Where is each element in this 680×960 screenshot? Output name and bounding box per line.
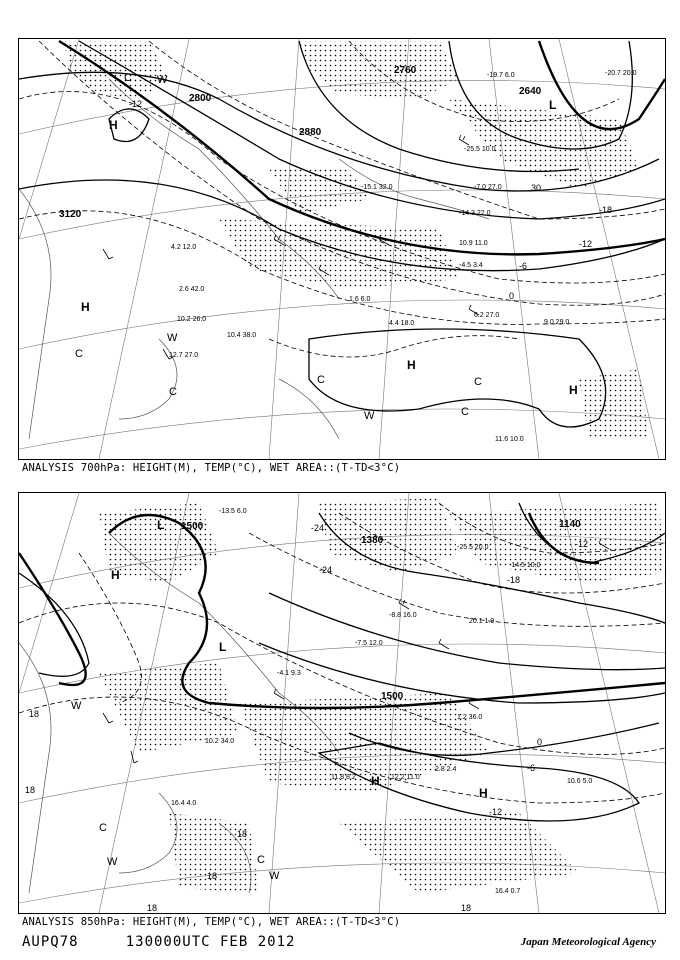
warm-center-mark: C <box>474 376 482 388</box>
height-label: 1380 <box>361 535 384 546</box>
low-pressure-mark: L <box>219 640 227 654</box>
station-obs: -13.5 6.0 <box>219 508 247 515</box>
station-obs: 4.4 18.0 <box>389 320 415 327</box>
warm-center-mark: W <box>107 856 118 868</box>
caption-700hpa: ANALYSIS 700hPa: HEIGHT(M), TEMP(°C), WET AREA::(T-TD<3°C) <box>22 462 401 474</box>
station-obs: -8.8 16.0 <box>389 612 417 619</box>
temperature-label: 18 <box>461 903 472 913</box>
temperature-label: -18 <box>507 575 521 585</box>
station-obs: -7.0 27.0 <box>474 184 502 191</box>
analysis-map-850hpa <box>18 492 666 914</box>
station-obs: 1.6 6.0 <box>349 296 371 303</box>
height-label: 2760 <box>394 65 417 76</box>
cold-center-mark: C <box>169 386 177 398</box>
height-label: 1500 <box>181 521 204 532</box>
caption-850hpa: ANALYSIS 850hPa: HEIGHT(M), TEMP(°C), WET AREA::(T-TD<3°C) <box>22 916 401 928</box>
station-obs: -20.7 20.0 <box>605 70 637 77</box>
high-pressure-mark: H <box>569 383 578 397</box>
station-obs: -14.3 22.0 <box>459 210 491 217</box>
station-obs: 10.2 26.0 <box>177 316 207 323</box>
high-pressure-mark: H <box>479 786 488 800</box>
warm-center-mark: W <box>71 700 82 712</box>
wet-area-shading <box>64 41 649 439</box>
height-label: 2880 <box>299 127 322 138</box>
height-label: 3120 <box>59 209 82 220</box>
analysis-map-700hpa <box>18 38 666 460</box>
station-obs: 2.8 2.4 <box>435 766 457 773</box>
temperature-label: -12 <box>489 807 503 817</box>
temperature-label: 0 <box>509 291 515 301</box>
station-obs: 12.2 11.0 <box>391 774 420 781</box>
station-obs: -7.5 12.0 <box>355 640 383 647</box>
cold-center-mark: C <box>257 854 265 866</box>
warm-center-mark: W <box>157 74 168 86</box>
temperature-label: -12 <box>575 539 589 549</box>
station-obs: 11.6 10.0 <box>495 436 524 443</box>
temperature-label: 18 <box>147 903 158 913</box>
temperature-label: 18 <box>29 709 40 719</box>
station-obs: 2.6 42.0 <box>179 286 205 293</box>
chart-code-and-time: AUPQ78 130000UTC FEB 2012 <box>22 934 296 950</box>
station-obs: 6.2 27.0 <box>474 312 500 319</box>
map-850hpa-svg <box>19 493 665 913</box>
station-obs: 16.4 0.7 <box>495 888 521 895</box>
station-obs: 10.9 11.0 <box>459 240 488 247</box>
cold-center-mark: C <box>75 348 83 360</box>
station-obs: 10.4 38.0 <box>227 332 257 339</box>
temperature-label: -24 <box>311 523 325 533</box>
station-obs: -19.7 6.0 <box>487 72 515 79</box>
station-obs: 10.2 34.0 <box>205 738 235 745</box>
temperature-label: 18 <box>25 785 36 795</box>
cold-center-mark: C <box>317 374 325 386</box>
cold-center-mark: C <box>99 822 107 834</box>
height-label: 1140 <box>559 519 581 530</box>
station-obs: 4.2 12.0 <box>171 244 197 251</box>
low-pressure-mark: L <box>549 98 557 112</box>
warm-center-mark: C <box>461 406 469 418</box>
temperature-label: 18 <box>237 829 248 839</box>
temperature-label: -12 <box>129 99 143 109</box>
map-700hpa-svg <box>19 39 665 459</box>
high-pressure-mark: H <box>407 358 416 372</box>
station-obs: -15.1 32.0 <box>361 184 393 191</box>
station-obs: 9.0 29.0 <box>544 319 570 326</box>
temperature-label: 0 <box>537 737 543 747</box>
warm-center-mark: W <box>167 332 178 344</box>
station-obs: 20.1 1.9 <box>469 618 495 625</box>
temperature-label: -24 <box>319 565 333 575</box>
warm-center-mark: W <box>269 870 280 882</box>
station-obs: -25.5 10.0 <box>464 146 496 153</box>
high-pressure-mark: H <box>109 118 118 132</box>
station-obs: 11.8 8.2 <box>331 774 356 781</box>
station-obs: -14.5 10.0 <box>509 562 541 569</box>
station-obs: -25.5 20.0 <box>457 544 489 551</box>
cold-center-mark: W <box>364 410 375 422</box>
station-obs: -4.5 3.4 <box>459 262 483 269</box>
station-obs: 1.2 36.0 <box>457 714 483 721</box>
low-pressure-mark: L <box>157 518 165 532</box>
temperature-label: 30 <box>531 183 542 193</box>
height-label: 2800 <box>189 93 212 104</box>
agency-credit: Japan Meteorological Agency <box>520 936 656 948</box>
station-obs: 10.6 5.0 <box>567 778 593 785</box>
temperature-label: -6 <box>527 763 536 773</box>
cold-center-mark: C <box>124 72 132 84</box>
temperature-label: 18 <box>207 871 218 881</box>
station-obs: -4.1 9.3 <box>277 670 301 677</box>
station-obs: 16.4 4.0 <box>171 800 197 807</box>
high-pressure-mark: H <box>111 568 120 582</box>
high-pressure-mark: H <box>371 774 380 788</box>
height-label: 2640 <box>519 86 542 97</box>
high-pressure-mark: H <box>81 300 90 314</box>
temperature-label: -18 <box>599 205 613 215</box>
temperature-label: -12 <box>579 239 593 249</box>
temperature-label: -6 <box>519 261 528 271</box>
station-obs: 12.7 27.0 <box>169 352 199 359</box>
height-label: 1500 <box>381 691 404 702</box>
